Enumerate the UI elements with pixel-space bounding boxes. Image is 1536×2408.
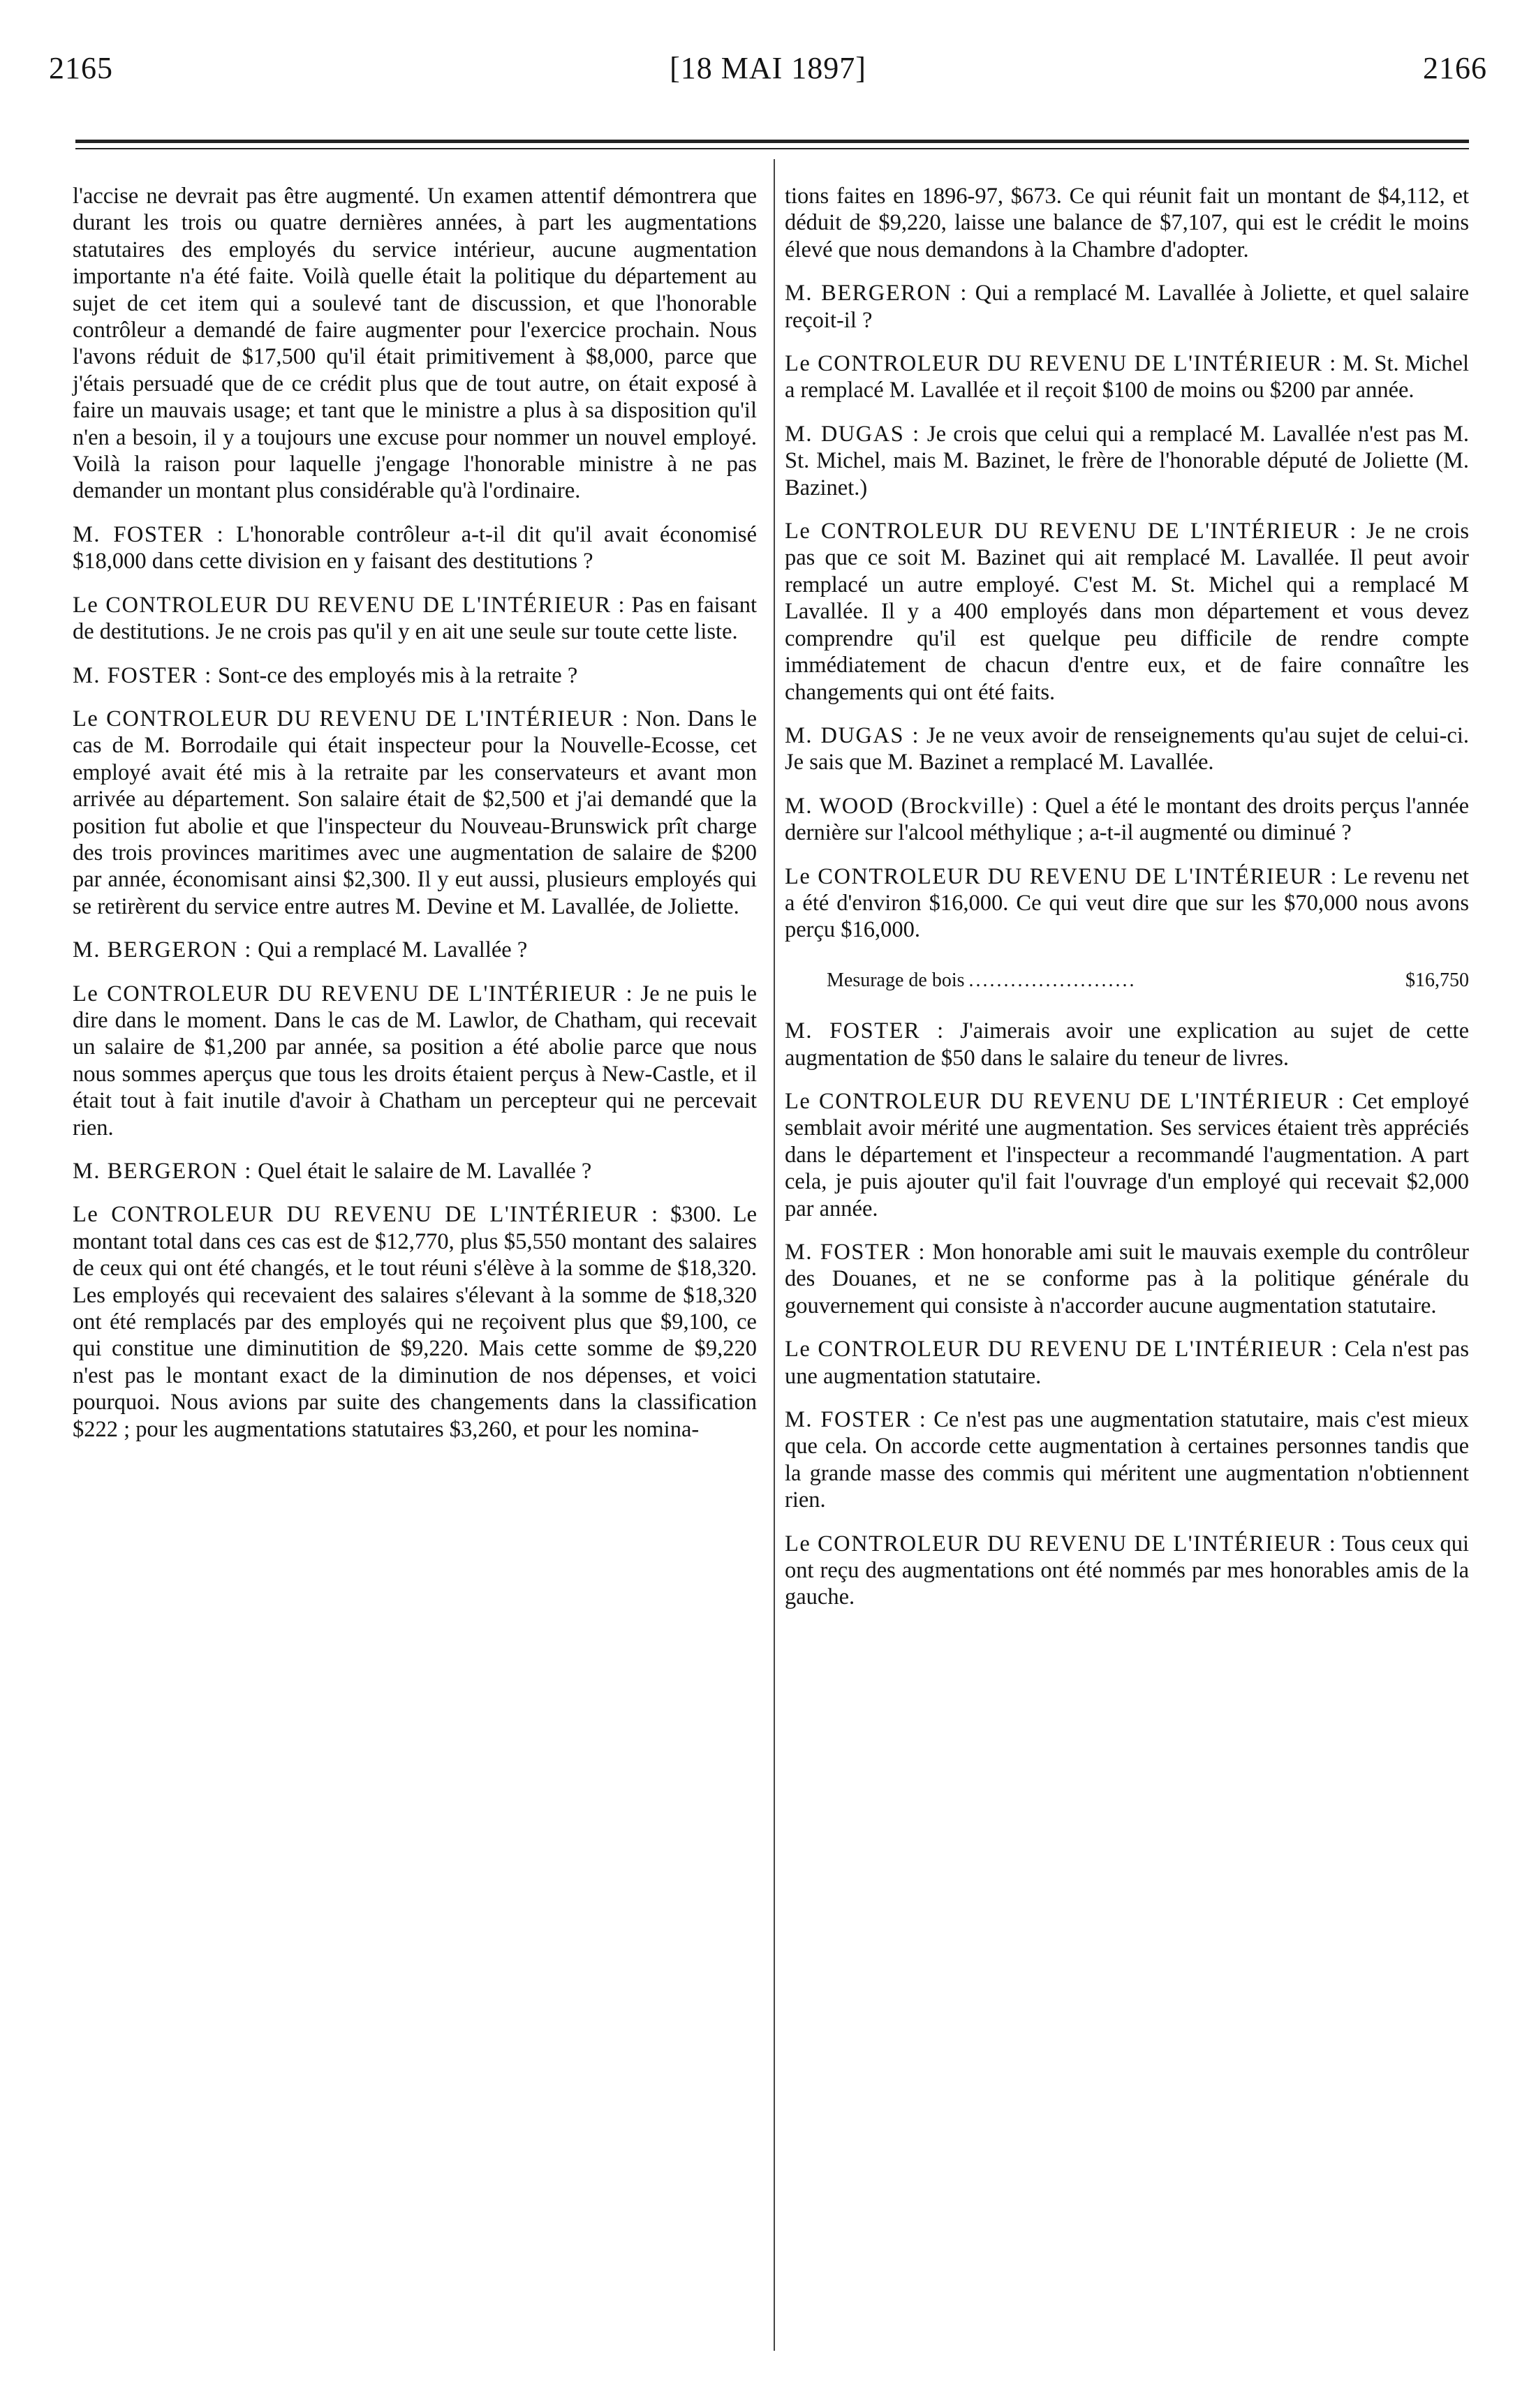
paragraph-text: $300. Le montant total dans ces cas est de $12,770, plus $5,550 montant des salaires de ceux qui ont été changés, et le tout réuni s'élève à la somme de $18,320. Les employés qui recevaient des salaires s'élevant à la somme de $18,320 ont été remplacés par des employés qui ne reçoivent plus que $9,100, ce qui constitue une diminutition de $9,220. Mais cette somme de $9,220 n'est pas le montant exact de la diminution de nos dépenses, et voici pourquoi. Nous avions par suite des changements dans la classification $222 ; pour les augmentations statutaires $3,260, et pour les nomina- — [73, 1202, 758, 1442]
speaker-name: Le CONTROLEUR DU REVENU DE L'INTÉRIEUR : — [73, 706, 630, 731]
paragraph-text: Cela n'est pas une augmentation statutaire. — [785, 1337, 1469, 1389]
page-number-left: 2165 — [49, 51, 113, 85]
left-column — [73, 183, 757, 1459]
paragraph-text: Je ne crois pas que ce soit M. Bazinet qui ait remplacé M. Lavallée. Il peut avoir remplacé un autre employé. C'est M. St. Michel qui a remplacé M Lavallée. Il y a 400 employés dans mon département et vous devez comprendre qu'il est quelque peu difficile de rendre compte immédiatement de chacun d'entre eux, et de faire connaître les changements qui ont été faits. — [785, 519, 1469, 705]
paragraph-text: Pas en faisant de destitutions. Je ne crois pas qu'il y en ait une seule sur toute cette liste. — [73, 592, 757, 645]
speaker-name: M. BERGERON : — [73, 937, 252, 963]
page-header — [49, 50, 1487, 106]
speaker-name: Le CONTROLEUR DU REVENU DE L'INTÉRIEUR : — [73, 1202, 659, 1228]
paragraph — [73, 981, 757, 1141]
paragraph-text: Je crois que celui qui a remplacé M. Lavallée n'est pas M. St. Michel, mais M. Bazinet, le frère de l'honorable député de Joliette (M. Bazinet.) — [785, 421, 1470, 500]
paragraph-text: Quel était le salaire de M. Lavallée ? — [258, 1159, 592, 1184]
paragraph — [73, 662, 757, 689]
paragraph — [73, 706, 757, 920]
entry-label: Mesurage de bois — [827, 969, 965, 991]
paragraph — [785, 1239, 1469, 1319]
speaker-name: Le CONTROLEUR DU REVENU DE L'INTÉRIEUR : — [785, 1531, 1337, 1556]
speaker-name: Le CONTROLEUR DU REVENU DE L'INTÉRIEUR : — [73, 592, 626, 618]
speaker-name: M. BERGERON : — [785, 281, 968, 306]
speaker-name: M. FOSTER : — [73, 662, 212, 688]
paragraph — [785, 1336, 1469, 1390]
paragraph — [73, 183, 757, 505]
right-column-top — [785, 183, 1469, 944]
paragraph — [785, 1088, 1469, 1222]
paragraph — [785, 518, 1469, 706]
paragraph-text: Qui a remplacé M. Lavallée à Joliette, et quel salaire reçoit-il ? — [785, 281, 1470, 333]
column-divider — [774, 159, 775, 2351]
paragraph-text: Je ne puis le dire dans le moment. Dans le cas de M. Lawlor, de Chatham, qui recevait un salaire de $1,200 par année, sa position a été abolie parce que nous nous sommes aperçus que tous les droits étaient perçus à New-Castle, et il était tout à fait inutile d'avoir à Chatham un percepteur qui ne percevait rien. — [73, 981, 757, 1140]
paragraph — [785, 793, 1469, 847]
paragraph-text: Mon honorable ami suit le mauvais exemple du contrôleur des Douanes, et ne se conforme pas à la politique générale du gouvernement qui consiste à n'accorder aucune augmentation statutaire. — [785, 1240, 1469, 1318]
paragraph — [785, 350, 1469, 404]
paragraph-text: Quel a été le montant des droits perçus l'année dernière sur l'alcool méthylique ; a-t-il augmenté ou diminué ? — [785, 793, 1470, 846]
budget-entry — [785, 967, 1469, 994]
speaker-name: M. WOOD (Brockville) : — [785, 793, 1040, 819]
paragraph — [785, 280, 1469, 334]
entry-amount: $16,750 — [1405, 969, 1469, 991]
paragraph-text: J'aimerais avoir une explication au sujet de cette augmentation de $50 dans le salaire du teneur de livres. — [785, 1018, 1470, 1071]
speaker-name: M. DUGAS : — [785, 421, 920, 447]
paragraph-text: Tous ceux qui ont reçu des augmentations ont été nommés par mes honorables amis de la gauche. — [785, 1531, 1469, 1610]
paragraph — [785, 421, 1469, 501]
speaker-name: M. FOSTER : — [785, 1407, 927, 1433]
paragraph — [785, 1018, 1469, 1071]
paragraph-text: Non. Dans le cas de M. Borrodaile qui était inspecteur pour la Nouvelle-Ecosse, cet employé avait été mis à la retraite par les conservateurs et avant mon arrivée au département. Son salaire était de $2,500 et j'ai demandé que la position fut abolie et que l'inspecteur du Nouveau-Brunswick prît charge des trois provinces maritimes avec une augmentation de salaire de $200 par année, économisant ainsi $2,300. Il y eut aussi, plusieurs employés qui se retirèrent du service entre autres M. Devine et M. Lavallée, de Joliette. — [73, 706, 758, 919]
header-rule-thick — [75, 140, 1469, 143]
paragraph — [73, 937, 757, 963]
speaker-name: Le CONTROLEUR DU REVENU DE L'INTÉRIEUR : — [785, 1088, 1345, 1114]
paragraph — [785, 1531, 1469, 1611]
paragraph — [73, 1201, 757, 1443]
paragraph-text: Le revenu net a été d'environ $16,000. Ce qui veut dire que sur les $70,000 nous avons perçu $16,000. — [785, 863, 1470, 943]
paragraph-text: L'honorable contrôleur a-t-il dit qu'il avait économisé $18,000 dans cette division en y faisant des destitutions ? — [73, 521, 757, 574]
right-column-bottom — [785, 1018, 1469, 1611]
paragraph-text: Cet employé semblait avoir mérité une augmentation. Ses services étaient très appréciés dans le département et l'inspecteur a recommandé l'augmentation. A part cela, je puis ajouter qu'il fait l'ouvrage d'un employé qui recevait $2,000 par année. — [785, 1088, 1470, 1221]
speaker-name: M. BERGERON : — [73, 1159, 252, 1184]
right-column — [785, 183, 1469, 1628]
paragraph-text: Je ne veux avoir de renseignements qu'au sujet de celui-ci. Je sais que M. Bazinet a remplacé M. Lavallée. — [785, 722, 1469, 775]
paragraph-text: M. St. Michel a remplacé M. Lavallée et il reçoit $100 de moins ou $200 par année. — [785, 351, 1470, 403]
paragraph — [785, 863, 1469, 944]
page-number-right: 2166 — [1423, 51, 1487, 85]
paragraph — [785, 1406, 1469, 1514]
speaker-name: M. FOSTER : — [785, 1018, 945, 1044]
header-rule-thin — [75, 148, 1469, 149]
speaker-name: Le CONTROLEUR DU REVENU DE L'INTÉRIEUR : — [785, 1337, 1338, 1362]
entry-leader-dots: ........................ — [968, 969, 1137, 991]
paragraph — [73, 592, 757, 646]
page-date: [18 MAI 1897] — [670, 51, 866, 85]
paragraph — [73, 521, 757, 575]
paragraph — [785, 183, 1469, 263]
paragraph-text: Qui a remplacé M. Lavallée ? — [258, 937, 528, 963]
speaker-name: M. FOSTER : — [785, 1240, 926, 1265]
speaker-name: M. DUGAS : — [785, 722, 920, 748]
speaker-name: Le CONTROLEUR DU REVENU DE L'INTÉRIEUR : — [785, 519, 1357, 544]
paragraph-text: Sont-ce des employés mis à la retraite ? — [217, 662, 578, 688]
paragraph — [73, 1158, 757, 1184]
paragraph-text: tions faites en 1896-97, $673. Ce qui réunit fait un montant de $4,112, et déduit de $9,220, laisse une balance de $7,107, qui est le crédit le moins élevé que nous demandons à la Chambre d'adopter. — [785, 184, 1469, 262]
speaker-name: Le CONTROLEUR DU REVENU DE L'INTÉRIEUR : — [785, 351, 1337, 377]
paragraph-text: l'accise ne devrait pas être augmenté. Un examen attentif démontrera que durant les trois ou quatre dernières années, à part les augmentations statutaires des employés du service intérieur, aucune augmentation importante n'a été faite. Voilà quelle était la politique du département au sujet de cet item qui a soulevé tant de discussion, et que l'honorable contrôleur a demandé de faire augmenter pour l'exercice prochain. Nous l'avons réduit de $17,500 qu'il était primitivement à $8,000, parce que j'étais persuadé que de ce crédit plus que de tout autre, on était exposé à faire un mauvais usage; et tant que le ministre a plus à sa disposition qu'il n'en a besoin, il y a toujours une excuse pour nommer un nouvel employé. Voilà la raison pour laquelle j'engage l'honorable ministre à ne pas demander un montant plus considérable qu'à l'ordinaire. — [73, 184, 757, 504]
speaker-name: M. FOSTER : — [73, 521, 225, 547]
paragraph — [785, 722, 1469, 776]
speaker-name: Le CONTROLEUR DU REVENU DE L'INTÉRIEUR : — [785, 863, 1338, 889]
paragraph-text: Ce n'est pas une augmentation statutaire, mais c'est mieux que cela. On accorde cette augmentation à certaines personnes tandis que la grande masse des commis qui méritent une augmentation n'obtiennent rien. — [785, 1407, 1469, 1513]
speaker-name: Le CONTROLEUR DU REVENU DE L'INTÉRIEUR : — [73, 981, 634, 1006]
